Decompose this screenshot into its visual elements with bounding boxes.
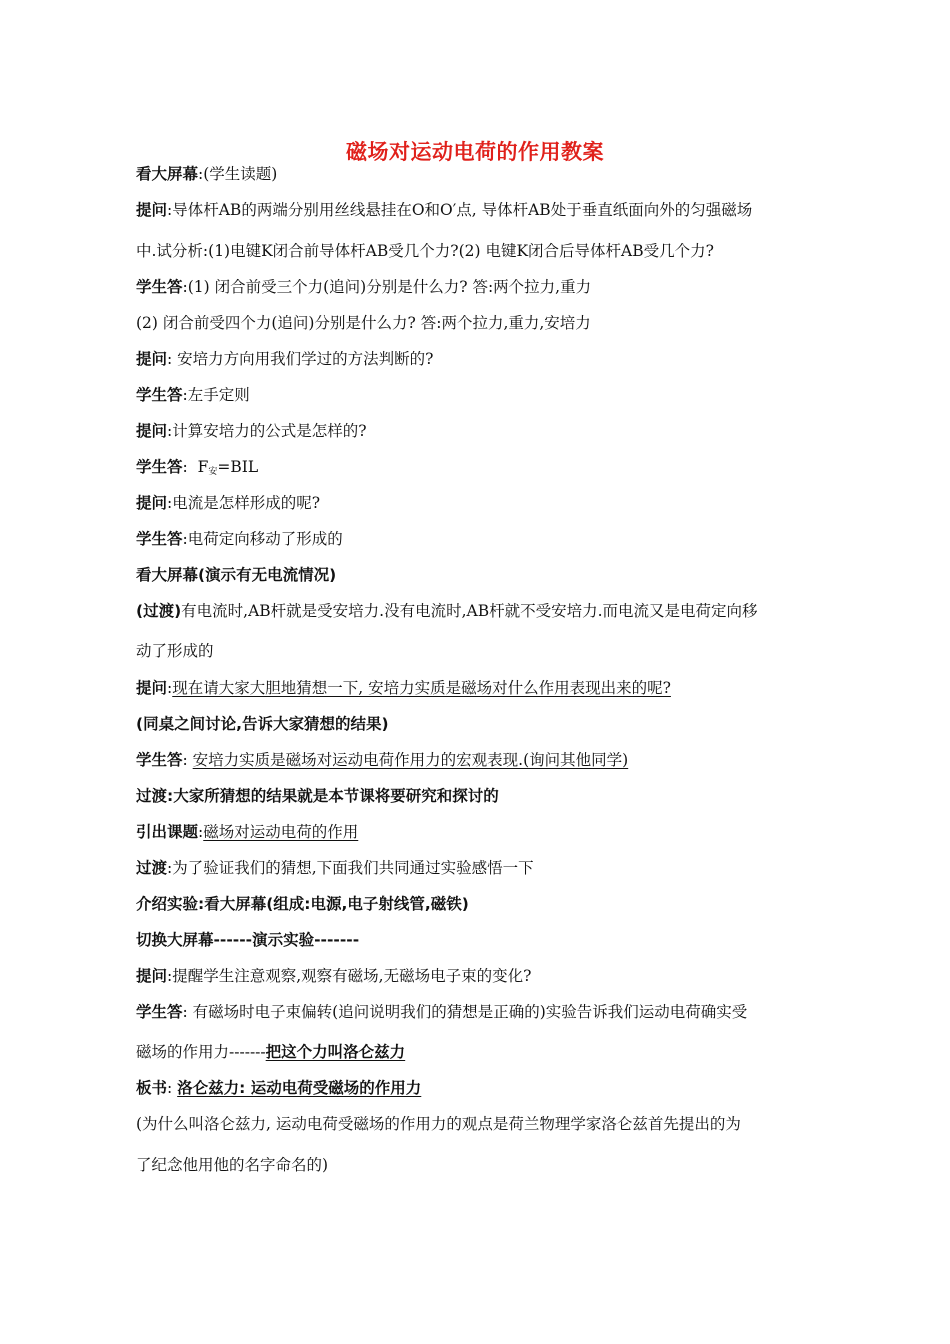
formula-post: =BIL (217, 458, 259, 476)
line-text: 有电流时,AB杆就是受安培力.没有电流时,AB杆就不受安培力.而电流又是电荷定向移 (181, 602, 758, 620)
line-text: 了纪念他用他的名字命名的) (136, 1156, 329, 1174)
text-line (136, 1113, 826, 1135)
section-heading: (同桌之间讨论,告诉大家猜想的结果) (136, 715, 389, 733)
text-line (136, 965, 826, 987)
section-heading: 介绍实验:看大屏幕(组成:电源,电子射线管,磁铁) (136, 895, 469, 913)
text-line (136, 1041, 826, 1063)
line-text: : 有磁场时电子束偏转(追问说明我们的猜想是正确的)实验告诉我们运动电荷确实受 (182, 1003, 748, 1021)
speaker-label: 学生答 (136, 386, 183, 404)
line-text: : (167, 1079, 178, 1097)
text-line (136, 199, 826, 221)
text-line (136, 677, 826, 699)
speaker-label: 提问 (136, 422, 168, 440)
line-text: :(1) 闭合前受三个力(追问)分别是什么力? 答:两个拉力,重力 (182, 278, 592, 296)
line-text: 动了形成的 (136, 642, 214, 660)
text-line (136, 713, 826, 735)
text-line (136, 1001, 826, 1023)
underlined-question: 现在请大家大胆地猜想一下, 安培力实质是磁场对什么作用表现出来的呢? (172, 679, 671, 697)
line-text: :(学生读题) (198, 165, 278, 183)
text-line (136, 821, 826, 843)
underlined-answer: 安培力实质是磁场对运动电荷作用力的宏观表现.(询问其他同学) (192, 751, 629, 769)
board-writing: 洛仑兹力: 运动电荷受磁场的作用力 (177, 1079, 422, 1097)
speaker-label: 提问 (136, 679, 168, 697)
text-line (136, 312, 826, 334)
speaker-label: 学生答 (136, 458, 183, 476)
text-line (136, 749, 826, 771)
text-line (136, 528, 826, 550)
section-heading: 切换大屏幕------演示实验------- (136, 931, 360, 949)
line-text: (为什么叫洛仑兹力, 运动电荷受磁场的作用力的观点是荷兰物理学家洛仑兹首先提出的为 (136, 1115, 741, 1133)
line-text: : (167, 679, 173, 697)
speaker-label: 提问 (136, 967, 168, 985)
line-text: (2) 闭合前受四个力(追问)分别是什么力? 答:两个拉力,重力,安培力 (136, 314, 591, 332)
text-line (136, 1154, 826, 1176)
page-title: 磁场对运动电荷的作用教案 (346, 140, 604, 164)
speaker-label: 提问 (136, 201, 168, 219)
line-text: :左手定则 (182, 386, 250, 404)
line-text: 磁场的作用力------- (136, 1043, 266, 1061)
section-heading: 看大屏幕(演示有无电流情况) (136, 566, 337, 584)
text-line (136, 857, 826, 879)
text-line (136, 929, 826, 951)
text-line (136, 456, 826, 483)
speaker-label: 学生答 (136, 530, 183, 548)
speaker-label: 提问 (136, 494, 168, 512)
text-line (136, 564, 826, 586)
force-name: 把这个力叫洛仑兹力 (265, 1043, 406, 1061)
lesson-topic: 磁场对运动电荷的作用 (203, 823, 359, 841)
text-line (136, 276, 826, 298)
line-text: :计算安培力的公式是怎样的? (167, 422, 367, 440)
line-text: :电流是怎样形成的呢? (167, 494, 321, 512)
text-line (136, 240, 826, 262)
speaker-label: 学生答 (136, 751, 183, 769)
text-line (136, 492, 826, 514)
section-heading: 过渡:大家所猜想的结果就是本节课将要研究和探讨的 (136, 787, 499, 805)
line-text: : (198, 823, 204, 841)
line-text: : (182, 751, 193, 769)
line-text: 中.试分析:(1)电键K闭合前导体杆AB受几个力?(2) 电键K闭合后导体杆AB受几个力? (136, 242, 714, 260)
text-line (136, 420, 826, 442)
line-text: :为了验证我们的猜想,下面我们共同通过实验感悟一下 (167, 859, 534, 877)
speaker-label: 板书 (136, 1079, 168, 1097)
line-text: : 安培力方向用我们学过的方法判断的? (167, 350, 434, 368)
text-line (136, 600, 826, 622)
line-text: :导体杆AB的两端分别用丝线悬挂在O和O′点, 导体杆AB处于垂直纸面向外的匀强磁场 (167, 201, 753, 219)
speaker-label: 看大屏幕 (136, 165, 199, 183)
text-line (136, 384, 826, 406)
speaker-label: 学生答 (136, 278, 183, 296)
speaker-label: 过渡 (136, 859, 168, 877)
text-line (136, 893, 826, 915)
text-line (136, 785, 826, 807)
speaker-label: 学生答 (136, 1003, 183, 1021)
speaker-label: 引出课题 (136, 823, 199, 841)
text-line (136, 640, 826, 662)
text-line (136, 163, 826, 185)
formula-subscript: 安 (208, 467, 218, 477)
text-line (136, 348, 826, 370)
line-text: :电荷定向移动了形成的 (182, 530, 343, 548)
speaker-label: (过渡) (136, 602, 182, 620)
line-text: :提醒学生注意观察,观察有磁场,无磁场电子束的变化? (167, 967, 532, 985)
speaker-label: 提问 (136, 350, 168, 368)
text-line (136, 1077, 826, 1099)
formula-pre: : F (182, 458, 209, 476)
